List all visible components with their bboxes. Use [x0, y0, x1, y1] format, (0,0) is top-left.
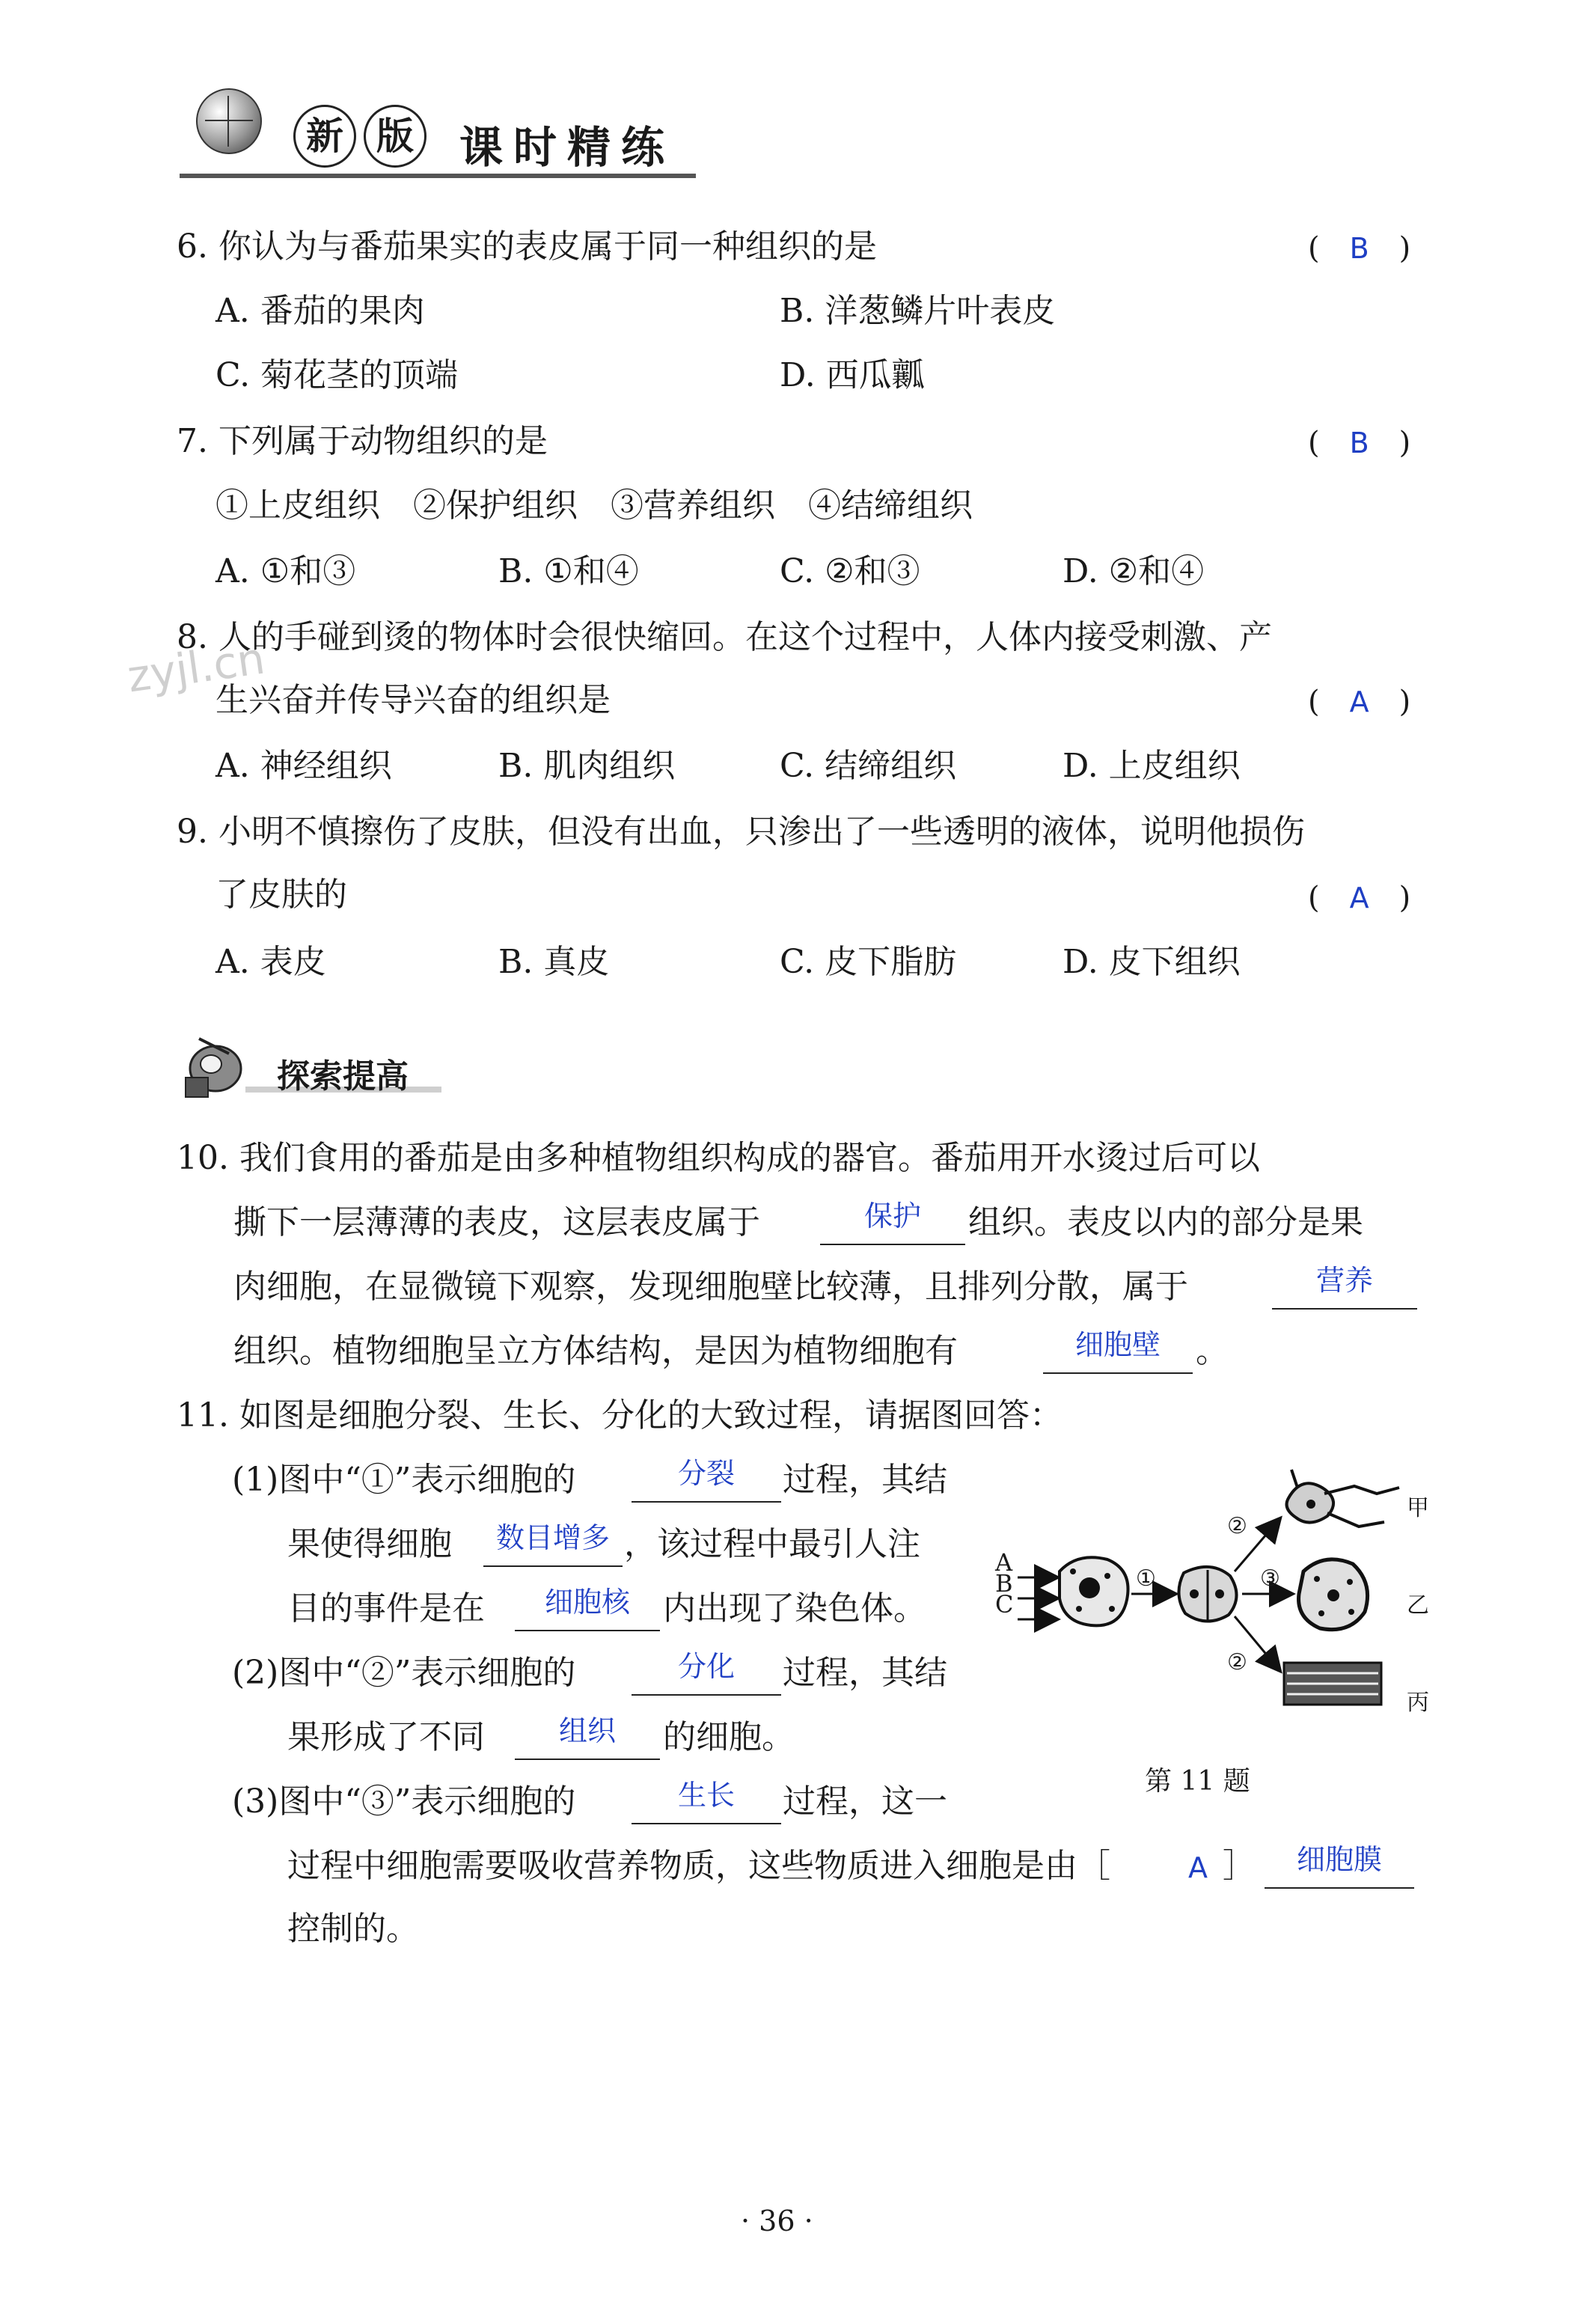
rounded-cell: [1299, 1559, 1368, 1630]
nerve-cell: [1287, 1470, 1399, 1527]
q11-p3-text-a: (3)图中“③”表示细胞的: [232, 1782, 576, 1821]
q6-option-c: C. 菊花茎的顶端: [215, 356, 459, 394]
q10-answer2: 营养: [1315, 1264, 1373, 1297]
q11-p3-text-c: 过程中细胞需要吸收营养物质，这些物质进入细胞是由［: [287, 1847, 1110, 1885]
q10-blank1: [820, 1200, 965, 1245]
q6-stem: 6. 你认为与番茄果实的表皮属于同一种组织的是: [177, 227, 877, 266]
q11-p2-text-b: 过程，其结: [783, 1654, 947, 1692]
q11-p1-text-b: 过程，其结: [783, 1461, 947, 1499]
q10-line3a: 肉细胞，在显微镜下观察，发现细胞壁比较薄，且排列分散，属于: [233, 1268, 1188, 1306]
q11-stem: 11. 如图是细胞分裂、生长、分化的大致过程，请据图回答：: [177, 1396, 1063, 1434]
figure-label-c: C: [995, 1590, 1014, 1619]
q8-stem-line1: 8. 人的手碰到烫的物体时会很快缩回。在这个过程中，人体内接受刺激、产: [177, 618, 1272, 656]
q8-stem-line2: 生兴奋并传导兴奋的组织是: [215, 681, 611, 719]
q9-option-a: A. 表皮: [215, 943, 326, 981]
q10-line1: 10. 我们食用的番茄是由多种植物组织构成的器官。番茄用开水烫过后可以: [177, 1139, 1260, 1177]
q9-stem-line2: 了皮肤的: [215, 876, 347, 914]
q9-option-c: C. 皮下脂肪: [780, 943, 957, 981]
q11-answer7: A: [1188, 1851, 1208, 1884]
q9-option-d: D. 皮下组织: [1063, 943, 1241, 981]
q9-answer: A: [1349, 881, 1369, 914]
figure-step1: ①: [1136, 1565, 1156, 1592]
q8-option-a: A. 神经组织: [215, 747, 392, 785]
figure-label-yi: 乙: [1407, 1592, 1429, 1619]
q11-blank6: [632, 1779, 781, 1824]
cell-division-figure: [995, 1459, 1437, 1744]
q10-line2a: 撕下一层薄薄的表皮，这层表皮属于: [233, 1203, 760, 1241]
q11-p3-text-b: 过程，这一: [783, 1782, 947, 1821]
q6-option-b: B. 洋葱鳞片叶表皮: [780, 292, 1056, 330]
q10-line2b: 组织。表皮以内的部分是果: [968, 1203, 1363, 1241]
q6-option-d: D. 西瓜瓤: [780, 356, 925, 394]
q11-answer2: 数目增多: [495, 1521, 610, 1554]
q11-p1-text-d: ，该过程中最引人注: [624, 1525, 920, 1563]
q11-p2-text-c: 果形成了不同: [287, 1718, 485, 1756]
q11-answer7-label: [1188, 1851, 1208, 1884]
header-badge-edition: 版: [364, 105, 426, 168]
q6-option-a: A. 番茄的果肉: [215, 292, 425, 330]
q8-answer: A: [1349, 685, 1369, 718]
q7-answer-paren: ( B ): [1308, 426, 1411, 460]
q11-blank8: [1265, 1844, 1414, 1889]
page-number: · 36 ·: [741, 2204, 813, 2237]
q11-blank3: [515, 1586, 660, 1631]
q11-p1-text-e: 目的事件是在: [287, 1589, 485, 1628]
q8-answer-paren: ( A ): [1308, 685, 1411, 719]
q11-blank4: [632, 1651, 781, 1696]
q11-p1-text-a: (1)图中“①”表示细胞的: [232, 1461, 576, 1499]
header-rule: [180, 174, 696, 178]
q8-option-c: C. 结缔组织: [780, 747, 957, 785]
q11-answer5: 组织: [558, 1714, 616, 1747]
q11-p3-text-e: 控制的。: [287, 1910, 419, 1948]
header-title: 课时精练: [459, 122, 676, 173]
q11-blank1: [632, 1458, 781, 1503]
q11-blank5: [515, 1715, 660, 1760]
q11-answer6: 生长: [677, 1779, 735, 1812]
figure-label-bing: 丙: [1407, 1690, 1429, 1716]
q11-p3-text-d: ］: [1223, 1847, 1256, 1885]
q7-answer: B: [1349, 427, 1369, 459]
q9-answer-paren: ( A ): [1308, 881, 1411, 915]
figure-step3: ③: [1260, 1565, 1280, 1592]
q11-p1-text-f: 内出现了染色体。: [663, 1589, 926, 1628]
figure-step2-bottom: ②: [1227, 1649, 1247, 1675]
figure-labels-left: [995, 1548, 1014, 1619]
q11-answer8: 细胞膜: [1296, 1843, 1382, 1876]
q8-option-d: D. 上皮组织: [1063, 747, 1241, 785]
q9-option-b: B. 真皮: [498, 943, 610, 981]
figure-label-jia: 甲: [1407, 1495, 1429, 1521]
globe-icon: [196, 88, 262, 154]
q7-option-d: D. ②和④: [1063, 552, 1205, 590]
q7-option-c: C. ②和③: [780, 552, 920, 590]
cell-diagram: [995, 1459, 1437, 1744]
q11-answer3: 细胞核: [544, 1586, 630, 1619]
q10-blank2: [1272, 1265, 1417, 1310]
q11-answer4: 分化: [677, 1650, 735, 1683]
divided-cell: [1178, 1567, 1236, 1622]
q6-answer: B: [1349, 232, 1369, 265]
watermark: zyjl.cn: [124, 632, 268, 703]
q9-stem-line1: 9. 小明不慎擦伤了皮肤，但没有出血，只渗出了一些透明的液体，说明他损伤: [177, 813, 1305, 851]
q10-line4b: 。: [1196, 1332, 1229, 1370]
figure-caption: 第 11 题: [1145, 1766, 1250, 1797]
q11-p2-text-a: (2)图中“②”表示细胞的: [232, 1654, 576, 1692]
q10-blank3: [1043, 1329, 1193, 1374]
original-cell: [1060, 1557, 1128, 1625]
q11-answer1: 分裂: [677, 1457, 735, 1490]
q7-option-a: A. ①和③: [215, 552, 356, 590]
muscle-cell: [1284, 1663, 1381, 1705]
q7-items: ①上皮组织 ②保护组织 ③营养组织 ④结缔组织: [215, 486, 973, 525]
figure-step2-top: ②: [1227, 1513, 1247, 1539]
figure-label-a: A: [995, 1548, 1013, 1577]
label-pointer-lines: [1018, 1577, 1057, 1619]
q7-option-b: B. ①和④: [498, 552, 639, 590]
q10-answer1: 保护: [863, 1200, 921, 1232]
figure-label-b: B: [995, 1569, 1013, 1598]
q8-option-b: B. 肌肉组织: [498, 747, 676, 785]
q10-line4a: 组织。植物细胞呈立方体结构，是因为植物细胞有: [233, 1332, 958, 1370]
section-title: 探索提高: [277, 1057, 409, 1096]
q7-stem: 7. 下列属于动物组织的是: [177, 422, 548, 460]
header-badge-new: 新: [293, 105, 356, 168]
q11-p2-text-d: 的细胞。: [663, 1718, 795, 1756]
q6-answer-paren: ( B ): [1308, 231, 1411, 266]
q11-blank2: [483, 1522, 623, 1567]
q10-answer3: 细胞壁: [1074, 1328, 1161, 1361]
q11-p1-text-c: 果使得细胞: [287, 1525, 452, 1563]
